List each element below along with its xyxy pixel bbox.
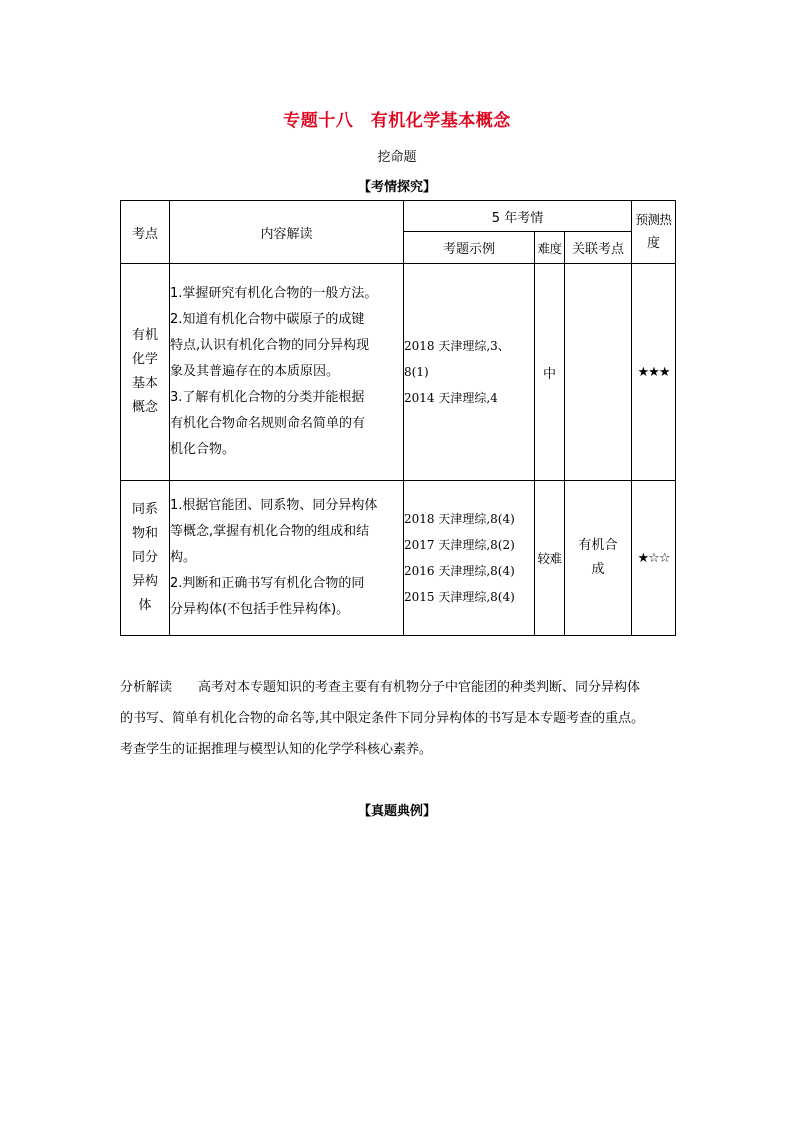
content-line: 构。 xyxy=(170,550,197,565)
page-title: 专题十八 有机化学基本概念 xyxy=(283,111,511,131)
header-difficulty: 难度 xyxy=(535,232,565,264)
content-line: 象及其普遍存在的本质原因。 xyxy=(170,364,340,379)
header-example: 考题示例 xyxy=(404,232,535,264)
header-five-year: 5 年考情 xyxy=(404,201,632,232)
analysis-line: 的书写、简单有机化合物的命名等,其中限定条件下同分异构体的书写是本专题考查的重点。 xyxy=(120,711,645,726)
analysis-line: 考查学生的证据推理与模型认知的化学学科核心素养。 xyxy=(120,742,433,757)
row2-content xyxy=(170,481,404,636)
header-predict-line1: 预测热 xyxy=(635,212,672,227)
table-row xyxy=(121,481,676,636)
row2-stars: ★☆☆ xyxy=(632,481,676,636)
kaodian-line: 异构 xyxy=(131,574,158,589)
content-line: 2.判断和正确书写有机化合物的同 xyxy=(170,576,365,591)
content-line: 3.了解有机化合物的分类并能根据 xyxy=(170,390,365,405)
row1-difficulty: 中 xyxy=(535,264,565,481)
row1-related xyxy=(565,264,632,481)
content-line: 分异构体(不包括手性异构体)。 xyxy=(170,602,350,617)
row1-kaodian xyxy=(121,264,170,481)
row1-content xyxy=(170,264,404,481)
content-line: 2.知道有机化合物中碳原子的成键 xyxy=(170,312,365,327)
content-line: 1.根据官能团、同系物、同分异构体 xyxy=(170,498,378,513)
content-line: 等概念,掌握有机化合物的组成和结 xyxy=(170,524,370,539)
section-heading-kaoqing: 【考情探究】 xyxy=(357,180,436,195)
row1-examples xyxy=(404,264,535,481)
kaodian-line: 化学 xyxy=(131,352,158,367)
section-heading-zhenti: 【真题典例】 xyxy=(357,804,436,819)
header-kaodian: 考点 xyxy=(121,201,170,264)
exam-analysis-table xyxy=(120,200,676,636)
content-line: 机化合物。 xyxy=(170,442,236,457)
related-line: 有机合 xyxy=(578,538,618,553)
example-line: 2017 天津理综,8(2) xyxy=(404,538,515,552)
row2-examples xyxy=(404,481,535,636)
analysis-line: 高考对本专题知识的考查主要有有机物分子中官能团的种类判断、同分异构体 xyxy=(198,680,641,695)
example-line: 2018 天津理综,8(4) xyxy=(404,512,515,526)
header-related: 关联考点 xyxy=(565,232,632,264)
row2-kaodian xyxy=(121,481,170,636)
kaodian-line: 基本 xyxy=(131,376,158,391)
content-line: 特点,认识有机化合物的同分异构现 xyxy=(170,338,370,353)
row2-difficulty: 较难 xyxy=(535,481,565,636)
content-line: 1.掌握研究有机化合物的一般方法。 xyxy=(170,286,378,301)
kaodian-line: 同系 xyxy=(131,502,158,517)
kaodian-line: 有机 xyxy=(131,328,158,343)
kaodian-line: 同分 xyxy=(131,550,158,565)
kaodian-line: 体 xyxy=(138,598,152,613)
example-line: 2018 天津理综,3、 xyxy=(404,339,510,353)
example-line: 2015 天津理综,8(4) xyxy=(404,590,515,604)
kaodian-line: 物和 xyxy=(131,526,158,541)
example-line: 2016 天津理综,8(4) xyxy=(404,564,515,578)
analysis-lead: 分析解读 xyxy=(120,680,173,695)
analysis-paragraph xyxy=(120,672,690,765)
row2-related xyxy=(565,481,632,636)
table-row xyxy=(121,264,676,481)
page-subtitle: 挖命题 xyxy=(377,150,417,165)
related-line: 成 xyxy=(591,562,605,577)
header-predict-line2: 度 xyxy=(646,236,660,251)
example-line: 8(1) xyxy=(404,365,429,379)
header-predict xyxy=(632,201,676,264)
kaodian-line: 概念 xyxy=(131,400,158,415)
content-line: 有机化合物命名规则命名简单的有 xyxy=(170,416,366,431)
example-line: 2014 天津理综,4 xyxy=(404,391,498,405)
header-neirong: 内容解读 xyxy=(170,201,404,264)
row1-stars: ★★★ xyxy=(632,264,676,481)
